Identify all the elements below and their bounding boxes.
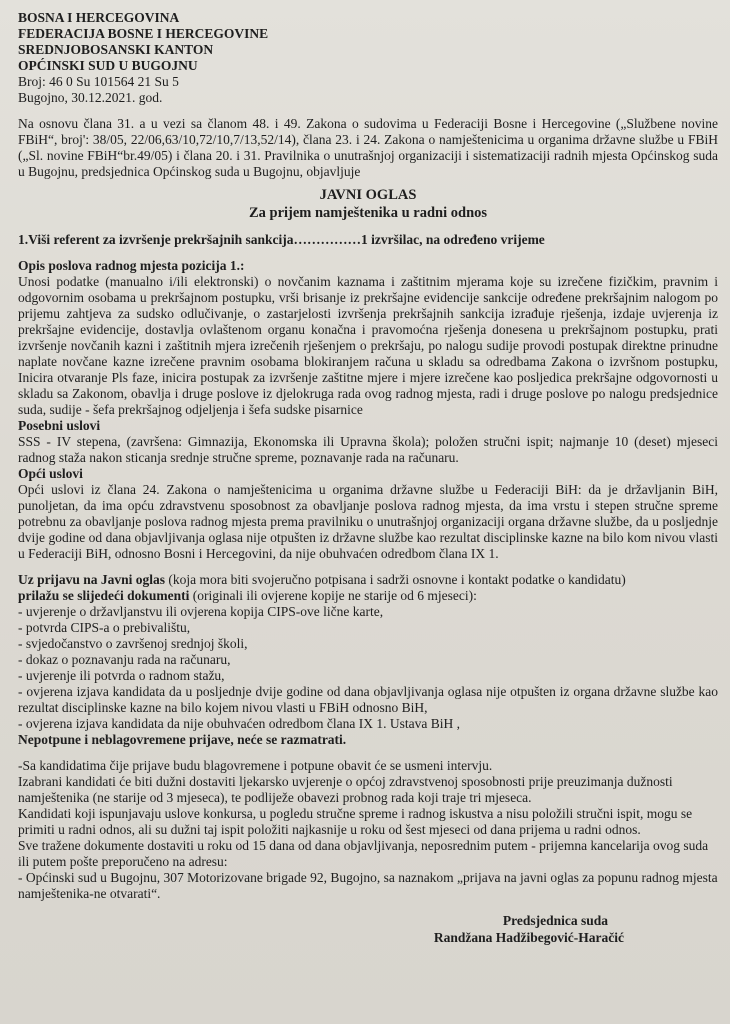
signature-block	[18, 912, 718, 946]
header-line-4: OPĆINSKI SUD U BUGOJNU	[18, 58, 198, 73]
general-conditions-heading: Opći uslovi	[18, 466, 83, 481]
list-item: - ovjerena izjava kandidata da nije obuhvaćen odredbom člana IX 1. Ustava BiH ,	[18, 716, 460, 731]
general-conditions-text: Opći uslovi iz člana 24. Zakona o namještenicima u organima državne službe u Federaciji BiH: da je državljanin BiH, punoljetan, da ima opću zdravstvenu sposobnost za obavljanje poslova radnog mjesta, da ima vrstu i stepen stručne spreme potrebnu za obavljanje poslova radnog mjesta prema pravilniku o unutrašnjoj organizaciji organa državne službe, da u posljednje dvije godine od dana objavljivanja oglasa nije otpušten iz državne službe kao rezultat disciplinske kazne na bilo kom nivou vlasti u Federaciji BiH, odnosno Bosni i Hercegovini, da nije obuhvaćen odredbom člana IX 1.	[18, 482, 718, 561]
application-intro-bold: Uz prijavu na Javni oglas	[18, 572, 166, 587]
application-intro	[18, 572, 718, 604]
application-intro-rest: (koja mora biti svojeručno potpisana i sadrži osnovne i kontakt podatke o kandidatu)	[165, 572, 626, 587]
job-description-heading: Opis poslova radnog mjesta pozicija 1.:	[18, 258, 245, 273]
list-item: - ovjerena izjava kandidata da u posljednje dvije godine od dana objavljivanja oglasa nije otpušten iz organa državne službe kao rezultat disciplinske kazne na bilo kojem nivou vlasti u FBiH odnosno BiH,	[18, 684, 718, 715]
header-line-2: FEDERACIJA BOSNE I HERCEGOVINE	[18, 26, 269, 41]
signatory-name: Randžana Hadžibegović-Haračić	[433, 930, 624, 945]
letterhead	[18, 10, 718, 106]
incomplete-applications-note: Nepotpune i neblagovremene prijave, neće se razmatrati.	[18, 732, 347, 747]
signatory-role: Predsjednica suda	[502, 913, 608, 928]
reference-number: Broj: 46 0 Su 101564 21 Su 5	[18, 74, 179, 89]
exam-note: Kandidati koji ispunjavaju uslove konkursa, u pogledu stručne spreme i radnog iskustva a nisu položili stručni ispit, mogu se primiti u radni odnos, ali su dužni taj ispit položiti najkasnije u roku od šest mjeseci od dana prijema u radni odnos.	[18, 806, 693, 837]
list-item: - dokaz o poznavanju rada na računaru,	[18, 652, 231, 667]
special-conditions-text: SSS - IV stepena, (završena: Gimnazija, Ekonomska ili Upravna škola); položen stručni ispit; najmanje 10 (deset) mjeseci radnog staža nakon sticanja srednje stručne spreme, poznavanje rada na računaru.	[18, 434, 718, 465]
list-item: - svjedočanstvo o završenoj srednjoj školi,	[18, 636, 248, 651]
header-line-3: SREDNJOBOSANSKI KANTON	[18, 42, 214, 57]
public-notice	[18, 10, 718, 946]
list-item: - potvrda CIPS-a o prebivalištu,	[18, 620, 191, 635]
legal-basis-paragraph: Na osnovu člana 31. a u vezi sa članom 48. i 49. Zakona o sudovima u Federaciji Bosne i Hercegovine („Službene novine FBiH“, broj': 38/05, 22/06,63/10,72/10,7/13,52/14), člana 23. i 24. Zakona o namještenicima u organima državne službe u FBiH („Sl. novine FBiH“br.49/05) i člana 20. i 31. Pravilnika o unutrašnjoj organizaciji i sistematizaciji radnih mjesta Općinskog suda u Bugojnu, predsjednica Općinskog suda u Bugojnu, objavljuje	[18, 116, 718, 179]
medical-certificate-note: Izabrani kandidati će biti dužni dostaviti ljekarsko uvjerenje o općoj zdravstvenoj sposobnosti prije preuzimanja dužnosti namještenika (ne starije od 3 mjeseca), te podliježe obavezi probnog rada koji traje tri mjeseca.	[18, 774, 673, 805]
submission-note: Sve tražene dokumente dostaviti u roku od 15 dana od dana objavljivanja, neposrednim putem - prijemna kancelarija ovog suda ili putem pošte preporučeno na adresu:	[18, 838, 709, 869]
required-documents-list	[18, 604, 718, 732]
interview-note: -Sa kandidatima čije prijave budu blagovremene i potpune obavit će se usmeni intervju.	[18, 758, 493, 773]
notice-title: JAVNI OGLAS	[319, 187, 417, 203]
documents-intro-rest: (originali ili ovjerene kopije ne starije od 6 mjeseci):	[189, 588, 477, 603]
list-item: - uvjerenje o državljanstvu ili ovjerena kopija CIPS-ove lične karte,	[18, 604, 384, 619]
special-conditions-heading: Posebni uslovi	[18, 418, 101, 433]
notice-subtitle: Za prijem namještenika u radni odnos	[248, 205, 488, 221]
issue-date: Bugojno, 30.12.2021. god.	[18, 90, 163, 105]
list-item: - uvjerenje ili potvrda o radnom stažu,	[18, 668, 225, 683]
documents-intro-bold: prilažu se slijedeći dokumenti	[18, 588, 190, 603]
address-note: - Općinski sud u Bugojnu, 307 Motorizovane brigade 92, Bugojno, sa naznakom „prijava na javni oglas za popunu radnog mjesta namještenika-ne otvarati“.	[18, 870, 718, 901]
job-description-text: Unosi podatke (manualno i/ili elektronski) o novčanim kaznama i zaštitnim mjerama koje su izrečene fizičkim, pravnim i odgovornim osobama u prekršajnom postupku, vrši brisanje iz prekršajne evidencije sankcije određene prekršajnim nalogom po prijemu zahtjeva za sudsko odlučivanje, o zastarjelosti izvršenja prekršajnih sankcija izrađuje rješenja, izdaje uvjerenja iz prekršajne evidencije, dostavlja ovlaštenom organu konačna i pravomoćna rješenja donesena u prekršajnom postupku, prati izvršenje novčanih kazni i zaštitnih mjera izrečenih rješenjem o prekršaju, po nalogu sudije provodi postupak direktne prinudne naplate novčane kazne izrečene pravnim osobama blokiranjem računa u skladu sa odredbama Zakona o izvršnom postupku, Inicira otvaranje Pls faze, inicira postupak za izvršenje zaštitne mjere i mjere izrečene kao posljedica prekršajne odgovornosti u skladu sa Zakonom, obavlja i druge poslove iz djelokruga rada ovog radnog mjesta, radi i druge poslove po nalogu predsjednice suda, sudije - šefa prekršajnog odjeljenja i šefa sudske pisarnice	[18, 274, 718, 417]
closing-paragraphs	[18, 758, 718, 902]
header-line-1: BOSNA I HERCEGOVINA	[18, 10, 180, 25]
position-line: 1.Viši referent za izvršenje prekršajnih sankcija……………1 izvršilac, na određeno vrijeme	[18, 232, 545, 247]
